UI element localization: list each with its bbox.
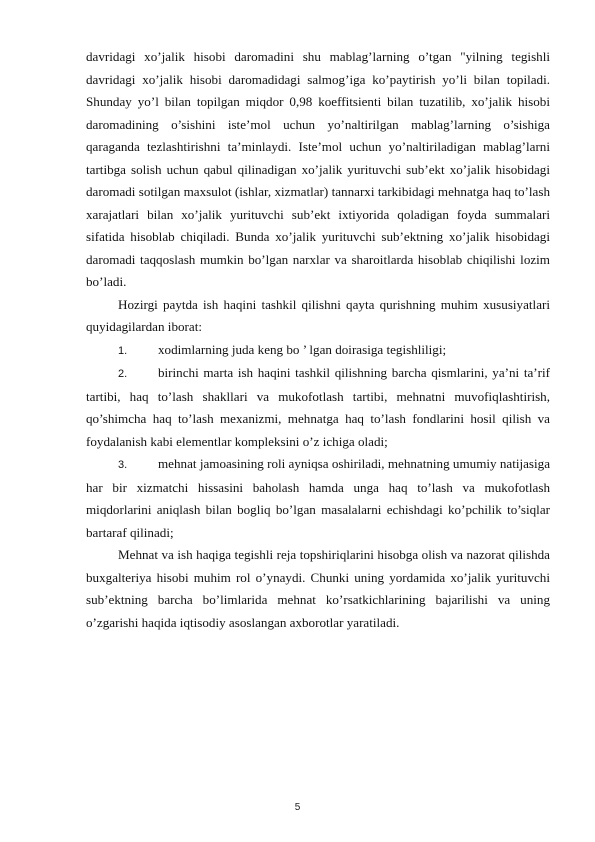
list-item-text: xodimlarning juda keng bo ’ lgan doirasiga tegishliligi; [158, 341, 447, 357]
list-number: 2. [118, 368, 128, 380]
list-item [86, 339, 550, 363]
list-number: 3. [118, 459, 128, 471]
list-item-text: mehnat jamoasining roli ayniqsa oshiriladi, mehnatning umumiy natijasiga har bir xizmatchi hissasini baholash hamda unga haq to’lash va mukofotlash miqdorlarini aniqlash bilan bogliq bo’lgan masalalarni echishdagi ko’pchilik to’siqlar bartaraf qilinadi; [86, 456, 551, 540]
list-item [86, 362, 550, 453]
page-number: 5 [294, 802, 301, 813]
list-item [86, 453, 550, 544]
list-item-text: birinchi marta ish haqini tashkil qilishning barcha qismlarini, ya’ni ta’rif tartibi, haq to’lash shakllari va mukofotlash tartibi, mehnatni muvofiqlashtirish, qo’shimcha haq to’lash mexanizmi, mehnatga haq to’lash fondlarini hosil qilish va foydalanish kabi elementlar kompleksini o’z ichiga oladi; [86, 365, 550, 449]
list-number: 1. [118, 344, 128, 357]
paragraph: Mehnat va ish haqiga tegishli reja topshiriqlarini hisobga olish va nazorat qilishda buxgalteriya hisobi muhim rol o’ynaydi. Chunki uning yordamida xo’jalik yurituvchi sub’ektning barcha bo’limlarida mehnat ko’rsatkichlarining bajarilishi va uning o’zgarishi haqida iqtisodiy asoslangan axborotlar yaratiladi. [86, 547, 550, 630]
paragraph: davridagi xo’jalik hisobi daromadini shu mablag’larning o’tgan "yilning tegishli davridagi xo’jalik hisobi daromadidagi salmog’iga ko’paytirish yo’li bilan topiladi. Shunday yo’l bilan topilgan miqdor 0,98 koeffitsienti bilan tuzatilib, xo’jalik hisobi daromadining o’sishini iste’mol uchun yo’naltirilgan mablag’larning o’sishiga qaraganda tezlashtirishni ta’minlaydi. Iste’mol uchun yo’naltiriladigan mablag’larni tartibga solish uchun qabul qilinadigan xo’jalik yurituvchi sub’ekt xo’jalik hisobidagi daromadi sotilgan maxsulot (ishlar, xizmatlar) tannarxi tarkibidagi mehnatga haq to’lash xarajatlari bilan xo’jalik yurituvchi sub’ekt ixtiyorida qoladigan foyda summalari sifatida hisoblab chiqiladi. Bunda xo’jalik yurituvchi sub’ektning xo’jalik hisobidagi daromadi taqqoslash mumkin bo’lgan narxlar va sharoitlarda hisoblab chiqilishi lozim bo’ladi. [86, 49, 550, 289]
document-body [86, 46, 550, 634]
paragraph: Hozirgi paytda ish haqini tashkil qilishni qayta qurishning muhim xususiyatlari quyidagilardan iborat: [86, 296, 550, 334]
